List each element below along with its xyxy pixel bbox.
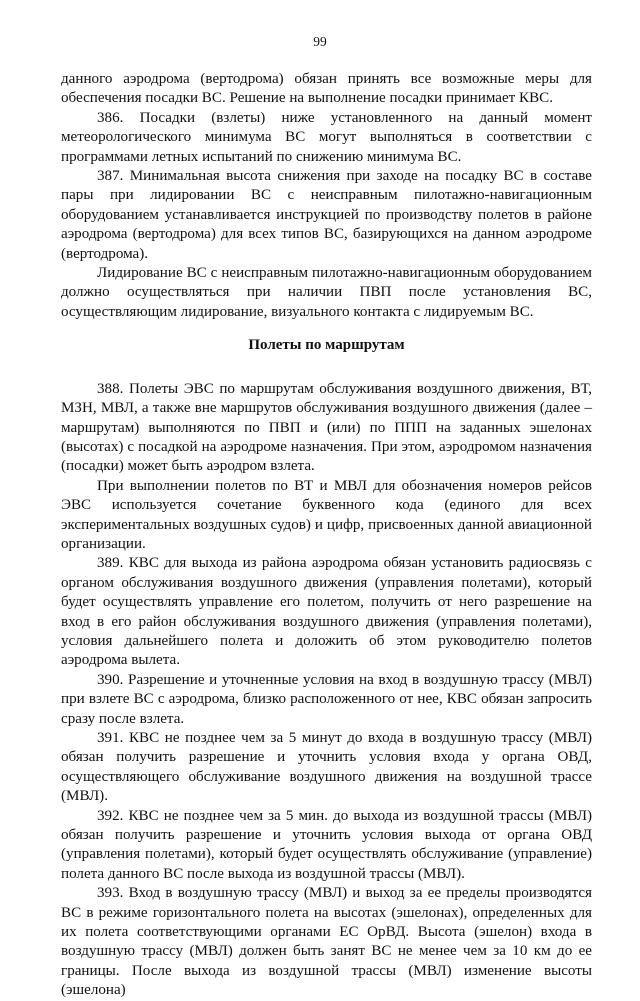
paragraph-386: 386. Посадки (взлеты) ниже установленного на данный момент метеорологического минимума ВС могут выполняться в соответствии с программами летных испытаний по снижению минимума ВС. <box>61 109 592 165</box>
paragraph-flight-codes: При выполнении полетов по ВТ и МВЛ для обозначения номеров рейсов ЭВС используется сочетание буквенного кода (единого для всех экспериментальных воздушных судов) и цифр, присвоенных данной авиационной организации. <box>61 477 592 552</box>
paragraph-continuation: данного аэродрома (вертодрома) обязан принять все возможные меры для обеспечения посадки ВС. Решение на выполнение посадки принимает КВС. <box>61 71 592 107</box>
paragraph-393: 393. Вход в воздушную трассу (МВЛ) и выход за ее пределы производятся ВС в режиме горизонтального полета на высотах (эшелонах), определенных для их полета соответствующими органами ЕС ОрВД. Высота (эшелон) входа в воздушную трассу (МВЛ) должен быть занят ВС не менее чем за 10 км до ее границы. После выхода из воздушной трассы (МВЛ) изменение высоты (эшелона) <box>61 885 592 999</box>
paragraph-leading: Лидирование ВС с неисправным пилотажно-навигационным оборудованием должно осуществляться при наличии ПВП после установления ВС, осуществляющим лидирование, визуального контакта с лидируемым ВС. <box>61 265 592 320</box>
paragraph-388: 388. Полеты ЭВС по маршрутам обслуживания воздушного движения, ВТ, МЗН, МВЛ, а также вне маршрутов обслуживания воздушного движения (далее – маршрутам) выполняются по ПВП и (или) по ППП на заданных эшелонах (высотах) с посадкой на аэродроме назначения. При этом, аэродромом назначения (посадки) может быть аэродром взлета. <box>61 380 592 475</box>
paragraph-390: 390. Разрешение и уточненные условия на вход в воздушную трассу (МВЛ) при взлете ВС с аэродрома, близко расположенного от нее, КВС обязан запросить сразу после взлета. <box>61 671 592 727</box>
paragraph-387: 387. Минимальная высота снижения при заходе на посадку ВС в составе пары при лидировании ВС с неисправным пилотажно-навигационным оборудованием устанавливается инструкцией по производству полетов в районе аэродрома (вертодрома) для всех типов ВС, базирующихся на данном аэродроме (вертодрома). <box>61 168 592 262</box>
section-title: Полеты по маршрутам <box>248 337 405 354</box>
paragraph-389: 389. КВС для выхода из района аэродрома обязан установить радиосвязь с органом обслуживания воздушного движения (управления полетами), который будет осуществлять управление его полетом, получить от него разрешение на вход в его район обслуживания воздушного движения (управления полетами), условия дальнейшего полета и доложить об этом руководителю полетов аэродрома вылета. <box>61 555 592 669</box>
paragraph-391: 391. КВС не позднее чем за 5 минут до входа в воздушную трассу (МВЛ) обязан получить разрешение и уточнить условия входа у органа ОВД, осуществляющего обслуживание воздушного движения на воздушной трассе (МВЛ). <box>61 730 592 805</box>
page-number: 99 <box>313 34 327 49</box>
paragraph-392: 392. КВС не позднее чем за 5 мин. до выхода из воздушной трассы (МВЛ) обязан получить разрешение и уточнить условия выхода от органа ОВД (управления полетами), который будет осуществлять обслуживание (управление) полета данного ВС после выхода из воздушной трассы (МВЛ). <box>61 807 592 882</box>
document-body <box>61 70 592 1001</box>
